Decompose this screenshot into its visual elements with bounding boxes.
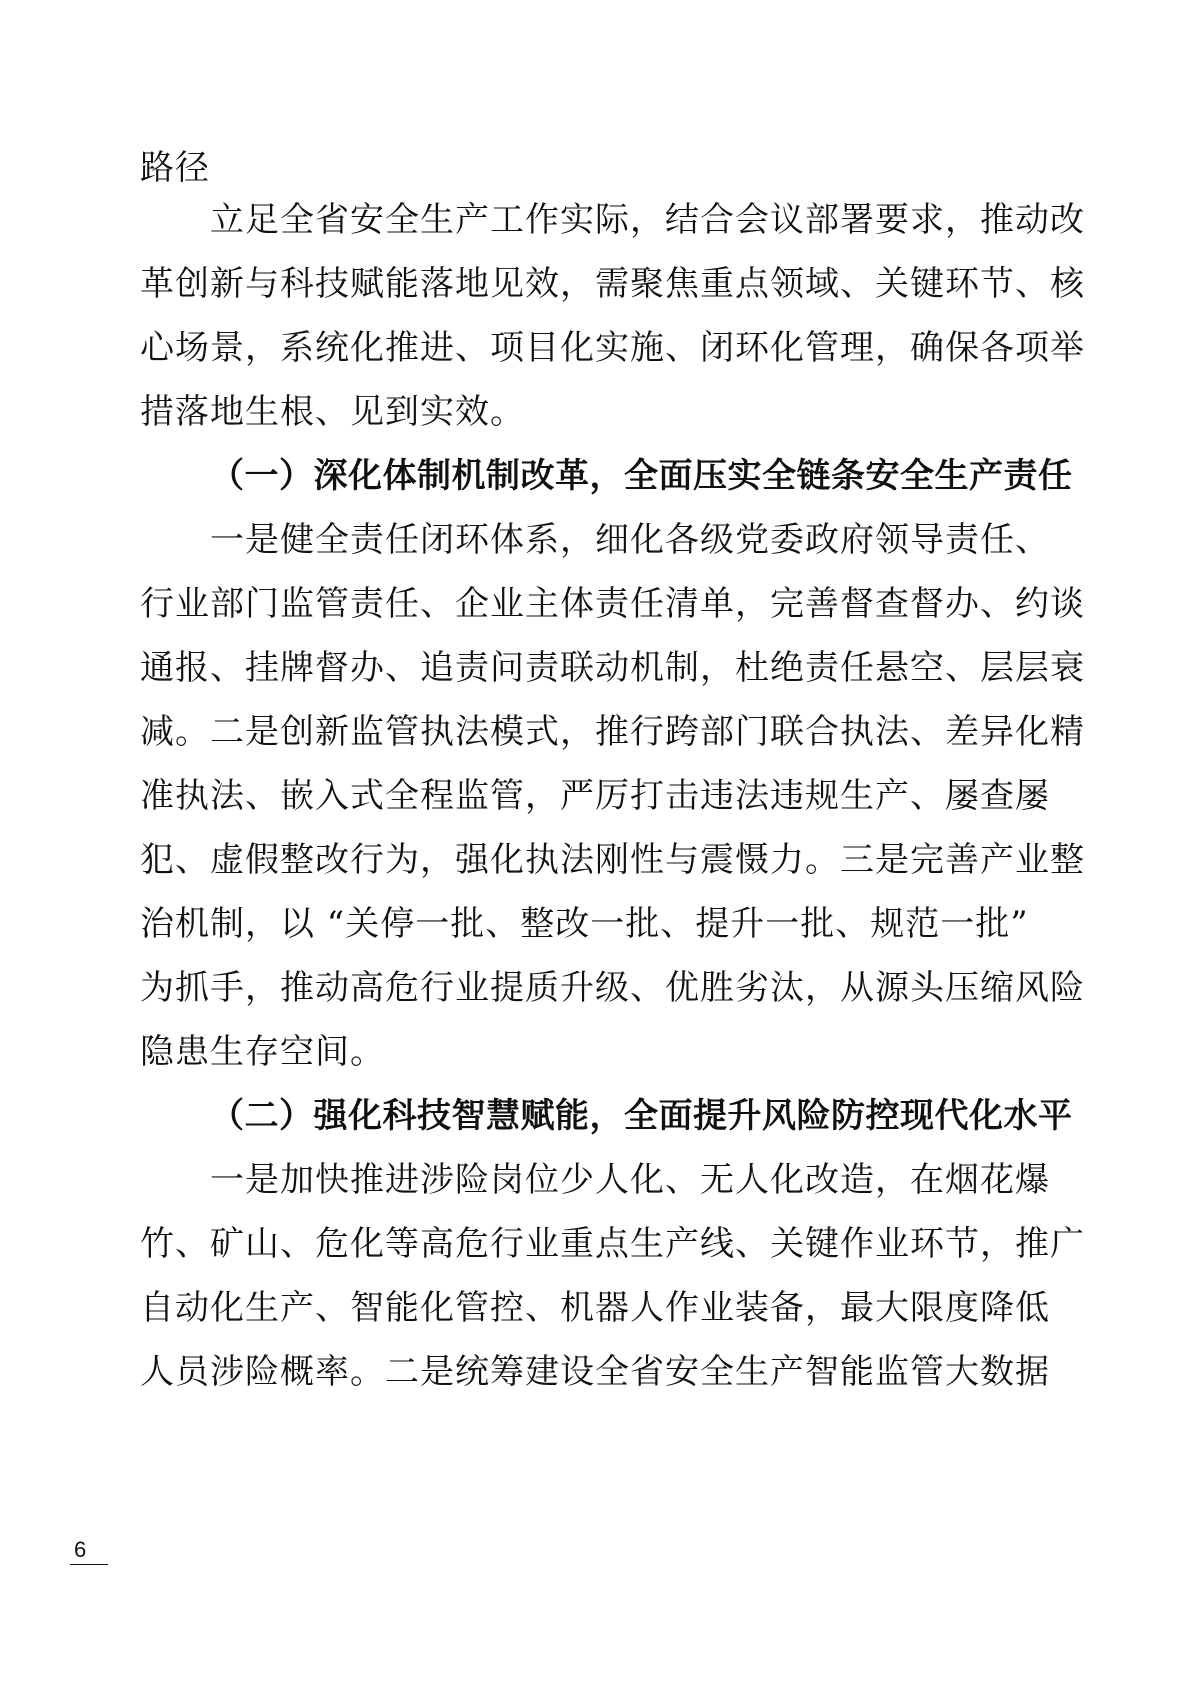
paragraph-line: 犯、虚假整改行为，强化执法刚性与震慑力。三是完善产业整 — [140, 840, 1085, 880]
paragraph-line: 隐患生存空间。 — [140, 1032, 385, 1072]
paragraph-line: 行业部门监管责任、企业主体责任清单，完善督查督办、约谈 — [140, 584, 1085, 624]
paragraph-line: 为抓手，推动高危行业提质升级、优胜劣汰，从源头压缩风险 — [140, 968, 1085, 1008]
paragraph-line: 革创新与科技赋能落地见效，需聚焦重点领域、关键环节、核 — [140, 264, 1085, 304]
paragraph-line: 准执法、嵌入式全程监管，严厉打击违法违规生产、屡查屡 — [140, 776, 1050, 816]
section-heading: （二）强化科技智慧赋能，全面提升风险防控现代化水平 — [210, 1096, 1073, 1136]
paragraph-line: 治机制，以 “关停一批、整改一批、提升一批、规范一批” — [140, 904, 1029, 944]
paragraph-line: 竹、矿山、危化等高危行业重点生产线、关键作业环节，推广 — [140, 1224, 1085, 1264]
page-number: 6 — [70, 1536, 108, 1565]
paragraph-line: 一是健全责任闭环体系，细化各级党委政府领导责任、 — [210, 520, 1050, 560]
paragraph-line: 路径 — [140, 148, 210, 188]
paragraph-line: 立足全省安全生产工作实际，结合会议部署要求，推动改 — [210, 200, 1085, 240]
paragraph-line: 通报、挂牌督办、追责问责联动机制，杜绝责任悬空、层层衰 — [140, 648, 1085, 688]
paragraph-line: 减。二是创新监管执法模式，推行跨部门联合执法、差异化精 — [140, 712, 1085, 752]
section-heading: （一）深化体制机制改革，全面压实全链条安全生产责任 — [210, 456, 1073, 496]
paragraph-line: 一是加快推进涉险岗位少人化、无人化改造，在烟花爆 — [210, 1160, 1050, 1200]
paragraph-line: 措落地生根、见到实效。 — [140, 392, 525, 432]
paragraph-line: 自动化生产、智能化管控、机器人作业装备，最大限度降低 — [140, 1288, 1050, 1328]
paragraph-line: 人员涉险概率。二是统筹建设全省安全生产智能监管大数据 — [140, 1352, 1050, 1392]
paragraph-line: 心场景，系统化推进、项目化实施、闭环化管理，确保各项举 — [140, 328, 1085, 368]
